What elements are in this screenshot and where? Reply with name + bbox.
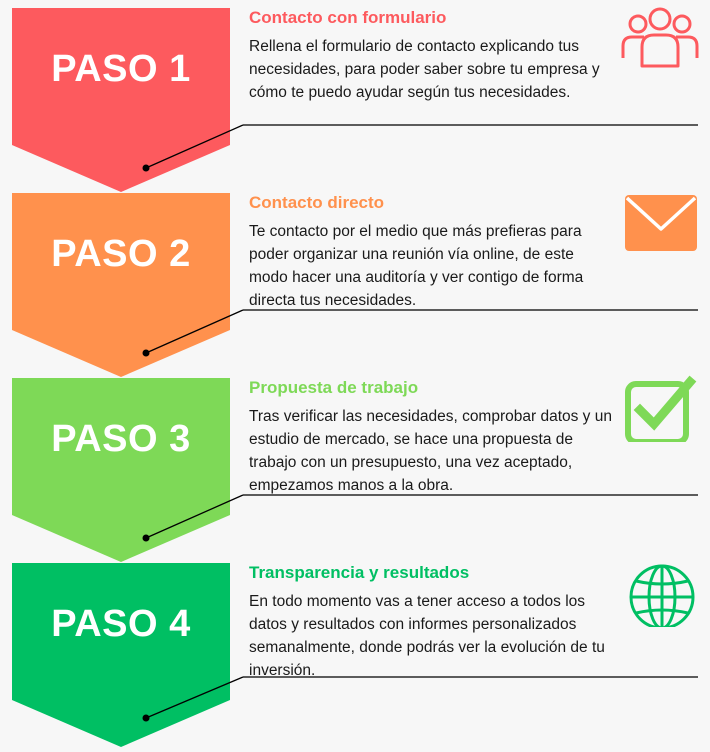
step-chevron — [12, 555, 230, 743]
step-1 — [0, 0, 710, 188]
step-label: PASO 3 — [51, 418, 191, 460]
step-2 — [0, 185, 710, 373]
step-title: Propuesta de trabajo — [249, 378, 419, 397]
step-4 — [0, 555, 710, 743]
step-chevron — [12, 185, 230, 373]
step-description: Te contacto por el medio que más prefieras para poder organizar una reunión vía online, de este modo hacer una auditoría y ver contigo de forma directa tus necesidades. — [249, 223, 584, 309]
step-title: Contacto con formulario — [249, 8, 447, 27]
step-chevron — [12, 0, 230, 188]
step-label: PASO 4 — [51, 603, 191, 645]
step-title: Transparencia y resultados — [249, 563, 470, 582]
step-description: Tras verificar las necesidades, comprobar datos y un estudio de mercado, se hace una propuesta de trabajo con un presupuesto, una vez aceptado, empezamos manos a la obra. — [249, 408, 612, 494]
step-3 — [0, 370, 710, 558]
checkbox-icon — [620, 372, 700, 442]
envelope-icon — [620, 187, 700, 257]
globe-icon — [620, 557, 700, 627]
users-icon — [620, 2, 700, 72]
step-description: En todo momento vas a tener acceso a todos los datos y resultados con informes personalizados semanalmente, donde podrás ver la evolución de tu inversión. — [249, 593, 605, 679]
step-description: Rellena el formulario de contacto explicando tus necesidades, para poder saber sobre tu empresa y cómo te puedo ayudar según tus necesidades. — [249, 38, 600, 101]
step-label: PASO 2 — [51, 233, 191, 275]
step-title: Contacto directo — [249, 193, 385, 212]
step-chevron — [12, 370, 230, 558]
step-label: PASO 1 — [51, 48, 191, 90]
